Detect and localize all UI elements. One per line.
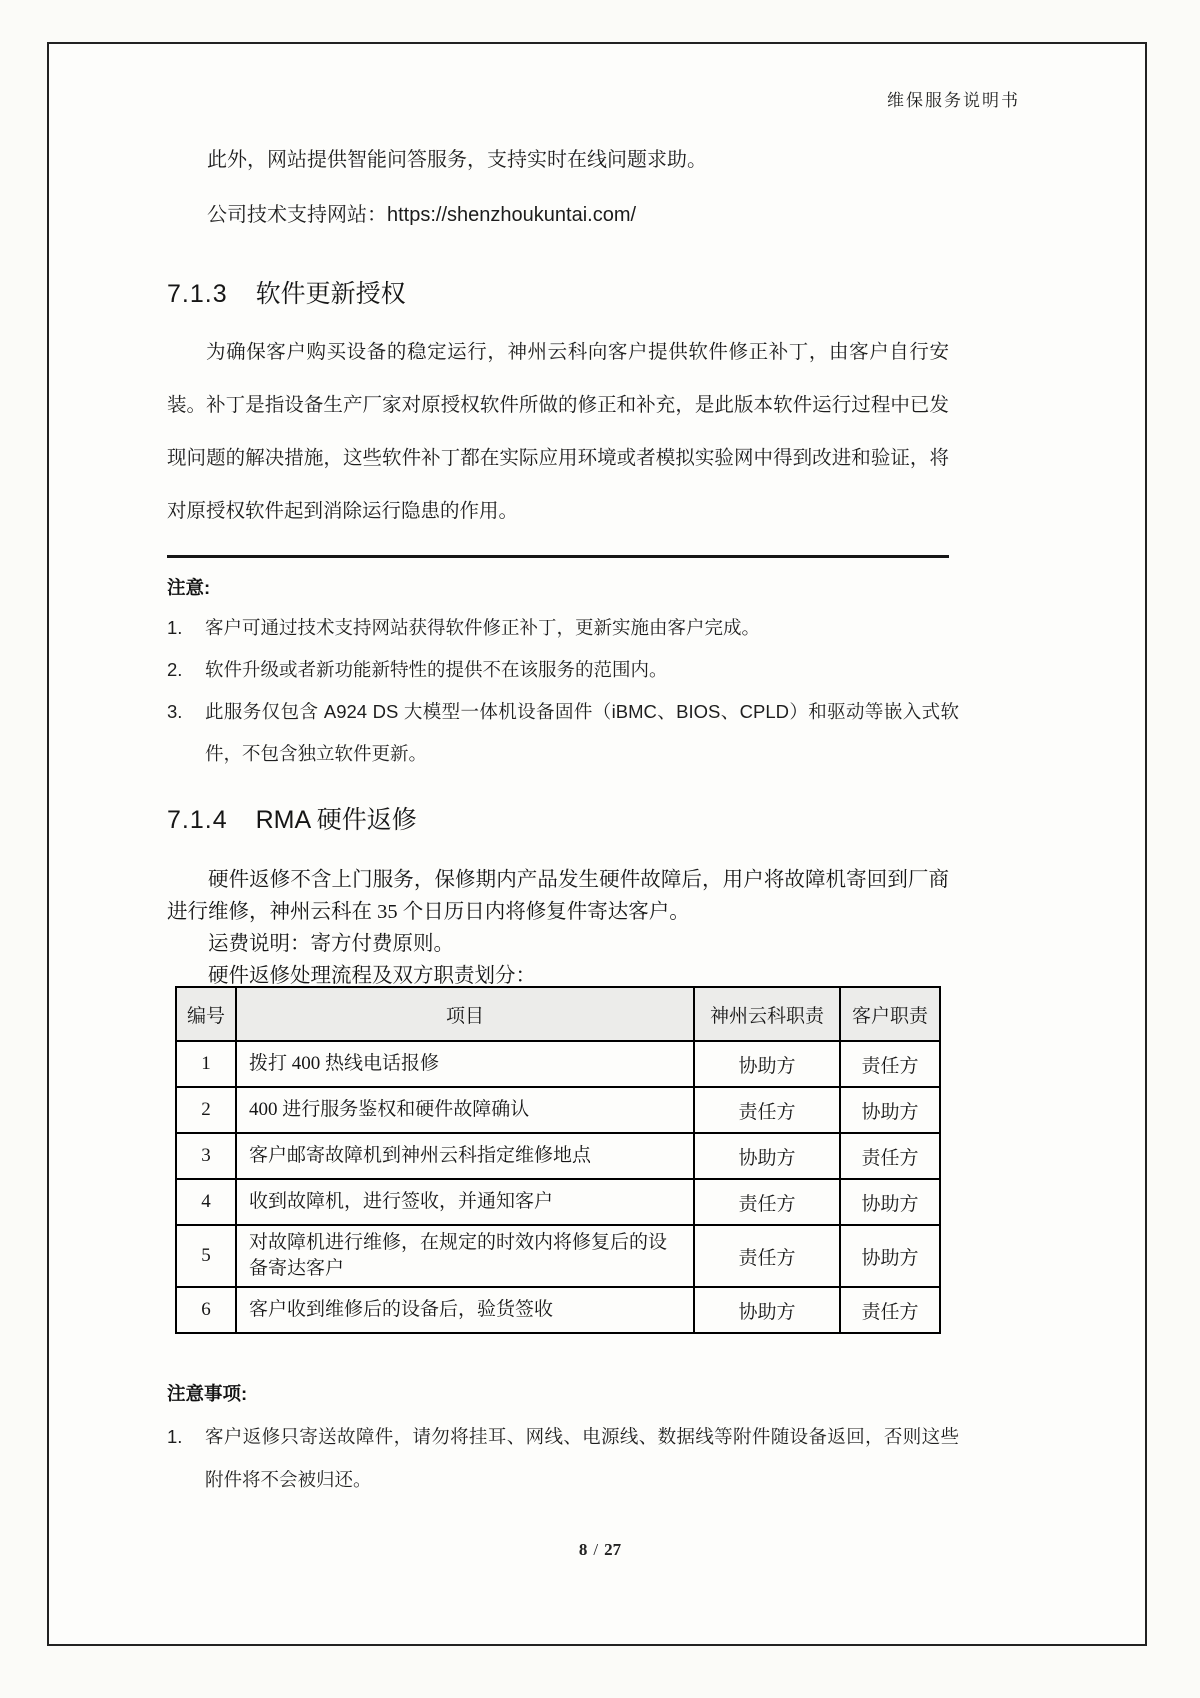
list-item	[167, 691, 959, 775]
intro-line: 此外，网站提供智能问答服务，支持实时在线问题求助。	[207, 149, 707, 171]
current-page-number: 8	[578, 1540, 588, 1559]
table-row	[176, 1041, 940, 1087]
note-label: 注意:	[167, 577, 211, 598]
heading-7-1-3	[167, 274, 406, 310]
note-divider-line	[167, 555, 949, 558]
list-item-number: 2.	[167, 659, 183, 680]
cell-customer-duty: 协助方	[840, 1179, 940, 1225]
cell-number: 6	[176, 1287, 236, 1333]
table-header-row	[176, 987, 940, 1041]
table-row	[176, 1133, 940, 1179]
software-update-paragraph: 为确保客户购买设备的稳定运行，神州云科向客户提供软件修正补丁，由客户自行安装。补丁是指设备生产厂家对原授权软件所做的修正和补充，是此版本软件运行过程中已发现问题的解决措施，这些软件补丁都在实际应用环境或者模拟实验网中得到改进和验证，将对原授权软件起到消除运行隐患的作用。	[167, 341, 949, 522]
cell-vendor-duty: 协助方	[694, 1041, 840, 1087]
list-item	[167, 649, 959, 691]
cell-vendor-duty: 责任方	[694, 1225, 840, 1287]
list-item-text: 客户可通过技术支持网站获得软件修正补丁，更新实施由客户完成。	[205, 617, 761, 638]
cell-item: 收到故障机，进行签收，并通知客户	[236, 1179, 694, 1225]
rma-paragraph: 硬件返修不含上门服务，保修期内产品发生硬件故障后，用户将故障机寄回到厂商进行维修，神州云科在 35 个日历日内将修复件寄达客户。	[167, 869, 949, 923]
heading-7-1-4	[167, 800, 417, 836]
cell-number: 3	[176, 1133, 236, 1179]
cell-item: 客户邮寄故障机到神州云科指定维修地点	[236, 1133, 694, 1179]
cell-item: 客户收到维修后的设备后，验货签收	[236, 1287, 694, 1333]
header-cell-item: 项目	[236, 987, 694, 1041]
list-item-text: 软件升级或者新功能新特性的提供不在该服务的范围内。	[205, 659, 668, 680]
total-page-count: 27	[604, 1540, 622, 1559]
header-cell-number: 编号	[176, 987, 236, 1041]
cell-customer-duty: 责任方	[840, 1041, 940, 1087]
page-number-footer	[0, 1540, 1200, 1560]
list-item-text: 客户返修只寄送故障件，请勿将挂耳、网线、电源线、数据线等附件随设备返回，否则这些附件将不会被归还。	[205, 1426, 959, 1490]
cell-number: 1	[176, 1041, 236, 1087]
table-row	[176, 1287, 940, 1333]
note-list-713	[167, 607, 959, 775]
cell-number: 4	[176, 1179, 236, 1225]
page-number-separator: /	[593, 1540, 599, 1559]
list-item	[167, 607, 959, 649]
cell-number: 5	[176, 1225, 236, 1287]
heading-title: RMA 硬件返修	[255, 806, 417, 834]
rma-paragraphs	[167, 864, 949, 992]
list-item	[167, 1415, 959, 1501]
cell-customer-duty: 协助方	[840, 1225, 940, 1287]
note-label: 注意事项:	[167, 1383, 248, 1404]
header-cell-customer-duty: 客户职责	[840, 987, 940, 1041]
cell-vendor-duty: 协助方	[694, 1287, 840, 1333]
list-item-text: 此服务仅包含 A924 DS 大模型一体机设备固件（iBMC、BIOS、CPLD）和驱动等嵌入式软件，不包含独立软件更新。	[205, 701, 959, 764]
cell-customer-duty: 协助方	[840, 1087, 940, 1133]
cell-number: 2	[176, 1087, 236, 1133]
list-item-number: 1.	[167, 617, 183, 638]
intro-paragraphs	[167, 146, 949, 256]
support-website-line: 公司技术支持网站：https://shenzhoukuntai.com/	[207, 204, 637, 226]
list-item-number: 3.	[167, 701, 183, 722]
process-intro-line: 硬件返修处理流程及双方职责划分：	[208, 965, 536, 987]
cell-item: 400 进行服务鉴权和硬件故障确认	[236, 1087, 694, 1133]
cell-vendor-duty: 责任方	[694, 1179, 840, 1225]
heading-number: 7.1.4	[167, 806, 228, 834]
table-row	[176, 1087, 940, 1133]
heading-number: 7.1.3	[167, 280, 228, 308]
cell-customer-duty: 责任方	[840, 1133, 940, 1179]
header-cell-vendor-duty: 神州云科职责	[694, 987, 840, 1041]
list-item-number: 1.	[167, 1426, 183, 1447]
table-row	[176, 1179, 940, 1225]
running-header: 维保服务说明书	[887, 91, 1020, 110]
note-list-714	[167, 1415, 959, 1501]
cell-customer-duty: 责任方	[840, 1287, 940, 1333]
cell-item: 对故障机进行维修，在规定的时效内将修复后的设备寄达客户	[236, 1225, 694, 1287]
rma-process-table	[175, 986, 941, 1334]
cell-vendor-duty: 协助方	[694, 1133, 840, 1179]
heading-title: 软件更新授权	[255, 280, 406, 308]
freight-note-line: 运费说明：寄方付费原则。	[208, 933, 454, 955]
table-row	[176, 1225, 940, 1287]
cell-item: 拨打 400 热线电话报修	[236, 1041, 694, 1087]
cell-vendor-duty: 责任方	[694, 1087, 840, 1133]
